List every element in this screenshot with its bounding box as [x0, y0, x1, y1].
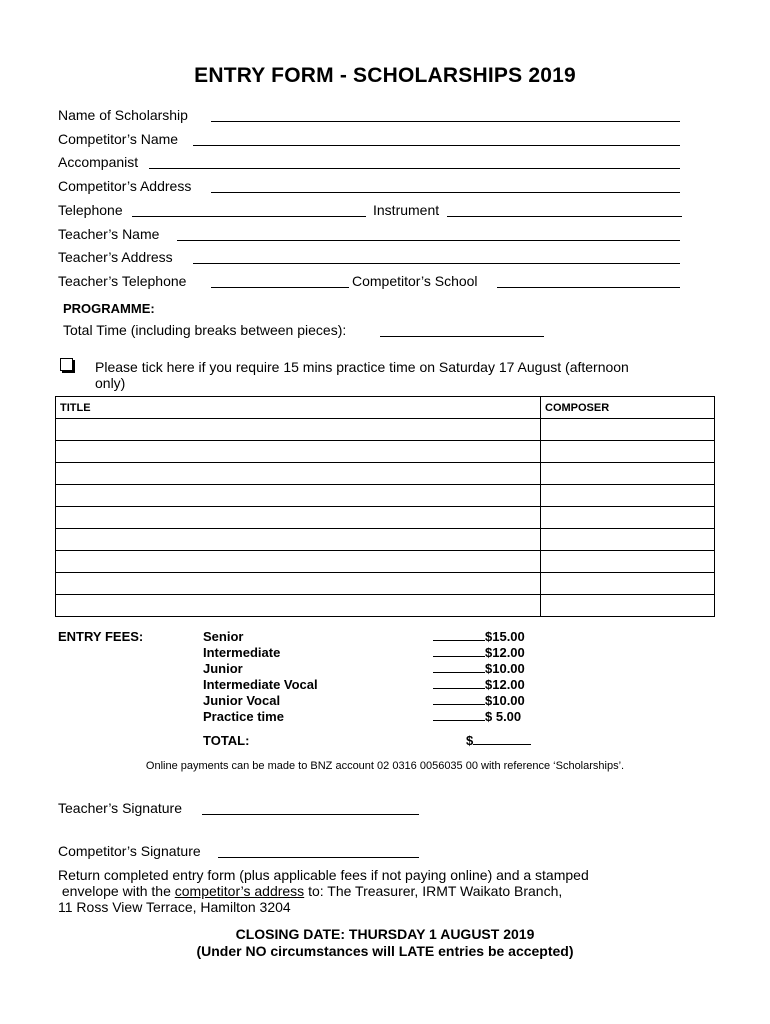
fee-blank[interactable]	[433, 693, 485, 705]
form-title: ENTRY FORM - SCHOLARSHIPS 2019	[194, 64, 576, 87]
late-entries-note: (Under NO circumstances will LATE entries be accepted)	[196, 943, 574, 959]
fee-amount-intermediate[interactable]	[433, 645, 525, 661]
online-payment-note: Online payments can be made to BNZ account 02 0316 0056035 00 with reference ‘Scholarships’.	[145, 760, 625, 772]
return-line2-pre: envelope with the	[58, 883, 175, 899]
fee-amount-value: $15.00	[485, 629, 525, 644]
fee-blank[interactable]	[433, 677, 485, 689]
competitor-address-underlined: competitor’s address	[174, 883, 305, 899]
teacher-signature-line[interactable]	[202, 814, 419, 815]
fee-amount-junior[interactable]	[433, 661, 525, 677]
competitor-name-line[interactable]	[193, 145, 680, 146]
title-cell[interactable]	[56, 529, 541, 551]
fee-amount-senior[interactable]	[433, 629, 525, 645]
teacher-address-line[interactable]	[193, 263, 680, 264]
teacher-address-label: Teacher’s Address	[58, 249, 173, 265]
practice-time-checkbox[interactable]	[60, 358, 73, 371]
return-line3: 11 Ross View Terrace, Hamilton 3204	[58, 899, 291, 915]
fee-label-intermediate: Intermediate	[203, 645, 281, 660]
return-line2-post: to: The Treasurer, IRMT Waikato Branch,	[304, 883, 563, 899]
competitor-school-line[interactable]	[497, 287, 680, 288]
title-cell[interactable]	[56, 441, 541, 463]
fee-amount-practice-time[interactable]	[433, 709, 521, 725]
return-line2	[58, 883, 562, 899]
composer-column-header: COMPOSER	[541, 397, 715, 419]
closing-date: CLOSING DATE: THURSDAY 1 AUGUST 2019	[235, 926, 535, 942]
composer-cell[interactable]	[541, 529, 715, 551]
fee-blank[interactable]	[433, 645, 485, 657]
total-time-label: Total Time (including breaks between pieces):	[63, 322, 347, 338]
fee-label-practice-time: Practice time	[203, 709, 284, 724]
teacher-telephone-line[interactable]	[211, 287, 349, 288]
composer-cell[interactable]	[541, 441, 715, 463]
fee-amount-junior-vocal[interactable]	[433, 693, 525, 709]
programme-table	[55, 396, 715, 617]
fee-blank[interactable]	[433, 661, 485, 673]
accompanist-label: Accompanist	[58, 154, 139, 170]
competitor-address-label: Competitor’s Address	[58, 178, 192, 194]
fee-amount-value: $12.00	[485, 645, 525, 660]
teacher-name-label: Teacher’s Name	[58, 226, 160, 242]
scholarship-line[interactable]	[211, 121, 680, 122]
total-time-line[interactable]	[380, 336, 544, 337]
table-row	[56, 441, 715, 463]
return-line1: Return completed entry form (plus applicable fees if not paying online) and a stamped	[58, 867, 589, 883]
table-row	[56, 551, 715, 573]
title-cell[interactable]	[56, 573, 541, 595]
competitor-signature-line[interactable]	[218, 857, 419, 858]
table-row	[56, 595, 715, 617]
title-cell[interactable]	[56, 419, 541, 441]
scholarship-label: Name of Scholarship	[58, 107, 188, 123]
title-cell[interactable]	[56, 551, 541, 573]
programme-table-header	[56, 397, 715, 419]
programme-heading: PROGRAMME:	[63, 301, 155, 316]
teacher-signature-label: Teacher’s Signature	[58, 800, 183, 816]
table-row	[56, 573, 715, 595]
table-row	[56, 507, 715, 529]
teacher-telephone-label: Teacher’s Telephone	[58, 273, 187, 289]
title-column-header: TITLE	[56, 397, 541, 419]
title-cell[interactable]	[56, 463, 541, 485]
fee-label-senior: Senior	[203, 629, 244, 644]
fee-label-junior: Junior	[203, 661, 243, 676]
fee-amount-intermediate-vocal[interactable]	[433, 677, 525, 693]
competitor-address-line[interactable]	[211, 192, 680, 193]
competitor-name-label: Competitor’s Name	[58, 131, 179, 147]
teacher-name-line[interactable]	[177, 240, 680, 241]
fee-amount-value: $ 5.00	[485, 709, 522, 724]
accompanist-line[interactable]	[149, 168, 680, 169]
entry-fees-heading: ENTRY FEES:	[58, 629, 144, 644]
practice-note-line2: only)	[95, 375, 126, 391]
telephone-label: Telephone	[58, 202, 123, 218]
practice-note-line1: Please tick here if you require 15 mins practice time on Saturday 17 August (afternoon	[95, 359, 629, 375]
competitor-signature-label: Competitor’s Signature	[58, 843, 201, 859]
title-cell[interactable]	[56, 507, 541, 529]
composer-cell[interactable]	[541, 573, 715, 595]
instrument-line[interactable]	[447, 216, 682, 217]
composer-cell[interactable]	[541, 507, 715, 529]
fee-label-junior-vocal: Junior Vocal	[203, 693, 281, 708]
fee-blank[interactable]	[433, 709, 485, 721]
composer-cell[interactable]	[541, 463, 715, 485]
table-row	[56, 419, 715, 441]
table-row	[56, 463, 715, 485]
competitor-school-label: Competitor’s School	[352, 273, 478, 289]
fee-blank[interactable]	[433, 629, 485, 641]
fee-amount-value: $12.00	[485, 677, 525, 692]
fee-amount-value: $10.00	[485, 661, 525, 676]
composer-cell[interactable]	[541, 551, 715, 573]
fee-label-intermediate-vocal: Intermediate Vocal	[203, 677, 318, 692]
title-cell[interactable]	[56, 485, 541, 507]
title-cell[interactable]	[56, 595, 541, 617]
fee-amount-value: $10.00	[485, 693, 525, 708]
composer-cell[interactable]	[541, 419, 715, 441]
total-blank[interactable]	[473, 733, 531, 745]
composer-cell[interactable]	[541, 485, 715, 507]
table-row	[56, 485, 715, 507]
total-prefix: $	[466, 733, 474, 748]
telephone-line[interactable]	[132, 216, 366, 217]
instrument-label: Instrument	[373, 202, 440, 218]
composer-cell[interactable]	[541, 595, 715, 617]
total-amount[interactable]	[466, 733, 531, 749]
total-label: TOTAL:	[203, 733, 250, 748]
table-row	[56, 529, 715, 551]
